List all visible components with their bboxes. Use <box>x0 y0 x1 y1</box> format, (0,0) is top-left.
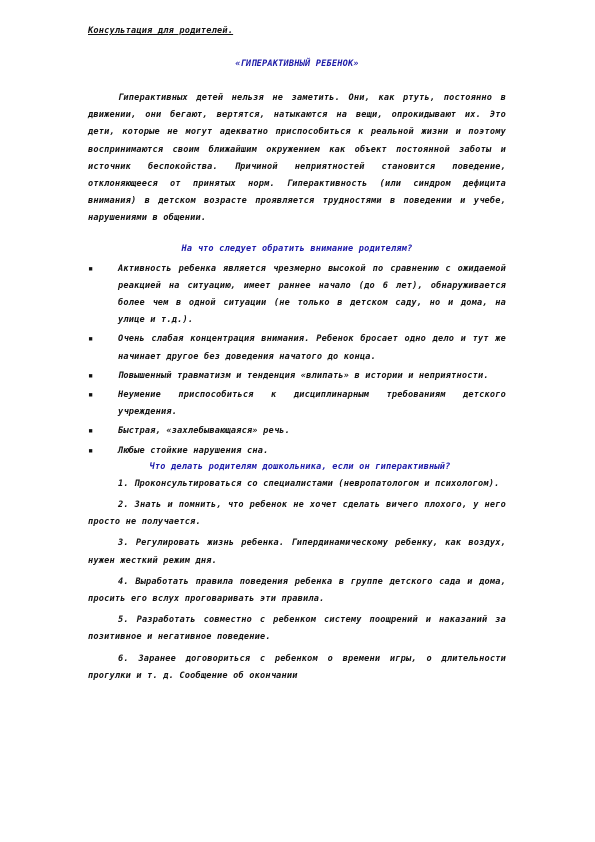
question-heading-actions: Что делать родителям дошкольника, если он гиперактивный? <box>149 461 451 472</box>
advice-step <box>88 651 506 685</box>
advice-step <box>88 476 506 493</box>
symptom-list <box>88 261 506 460</box>
step-text: Разработать совместно с ребенком систему поощрений и наказаний за позитивное и негативное поведение. <box>88 615 506 643</box>
document-page <box>88 26 506 689</box>
bullet-icon: ▪ <box>88 263 94 274</box>
list-item-text: Быстрая, «захлебывающаяся» речь. <box>118 426 290 437</box>
advice-step <box>88 612 506 646</box>
advice-step <box>88 535 506 569</box>
list-item <box>88 423 506 440</box>
document-header: Консультация для родителей. <box>88 26 234 36</box>
list-item-text: Активность ребенка является чрезмерно высокой по сравнению с ожидаемой реакцией на ситуацию, имеет раннее начало (до 6 лет), обнаруживается более чем в одной ситуации (не только в детском саду, но и дома, на улице и т.д.). <box>118 263 506 326</box>
step-text: Выработать правила поведения ребенка в группе детского сада и дома, просить его вслух проговаривать эти правила. <box>88 576 506 605</box>
step-text: Регулировать жизнь ребенка. Гипердинамическому ребенку, как воздух, нужен жесткий режим дня. <box>88 538 506 566</box>
step-number: 5. <box>118 615 129 626</box>
list-item-text: Очень слабая концентрация внимания. Ребенок бросает одно дело и тут же начинает другое без доведения начатого до конца. <box>118 334 506 362</box>
step-text: Проконсультироваться со специалистами (невропатологом и психологом). <box>134 478 500 489</box>
step-text: Заранее договориться с ребенком о времени игры, о длительности прогулки и т. д. Сообщение об окончании <box>88 653 507 681</box>
intro-paragraph: Гиперактивных детей нельзя не заметить. Они, как ртуть, постоянно в движении, они бегают, вертятся, натыкаются на вещи, опрокидывают их. Это дети, которые не могут адекватно приспособиться к реальной жизни и поэтому воспринимаются своим ближайшим окружением как объект постоянной заботы и источник беспокойства. Причиной неприятностей становится поведение, отклоняющееся от принятых норм. Гиперактивность (или синдром дефицита внимания) в детском возрасте проявляется трудностями в поведении и учебе, нарушениями в общении. <box>88 93 506 224</box>
list-item <box>88 331 506 365</box>
step-text: Знать и помнить, что ребенок не хочет сделать вичего плохого, у него просто не получается. <box>88 500 506 528</box>
step-number: 2. <box>118 500 129 511</box>
bullet-icon: ▪ <box>88 334 94 345</box>
question-heading-attention: На что следует обратить внимание родителям? <box>181 243 413 254</box>
list-item <box>88 443 506 460</box>
step-number: 1. <box>118 478 129 489</box>
list-item-text: Неумение приспособиться к дисциплинарным требованиям детского учреждения. <box>118 390 506 418</box>
list-item-text: Повышенный травматизм и тенденция «влипать» в истории и неприятности. <box>118 370 489 381</box>
list-item <box>88 368 506 385</box>
list-item <box>88 261 506 330</box>
list-item <box>88 387 506 421</box>
bullet-icon: ▪ <box>88 390 94 401</box>
step-number: 3. <box>118 538 129 549</box>
advice-step <box>88 497 506 531</box>
document-title: «ГИПЕРАКТИВНЫЙ РЕБЕНОК» <box>235 59 359 69</box>
bullet-icon: ▪ <box>88 426 94 437</box>
bullet-icon: ▪ <box>88 370 94 381</box>
step-number: 6. <box>118 653 129 664</box>
step-number: 4. <box>118 576 129 587</box>
list-item-text: Любые стойкие нарушения сна. <box>118 445 269 456</box>
bullet-icon: ▪ <box>88 445 94 456</box>
advice-step <box>88 574 506 608</box>
